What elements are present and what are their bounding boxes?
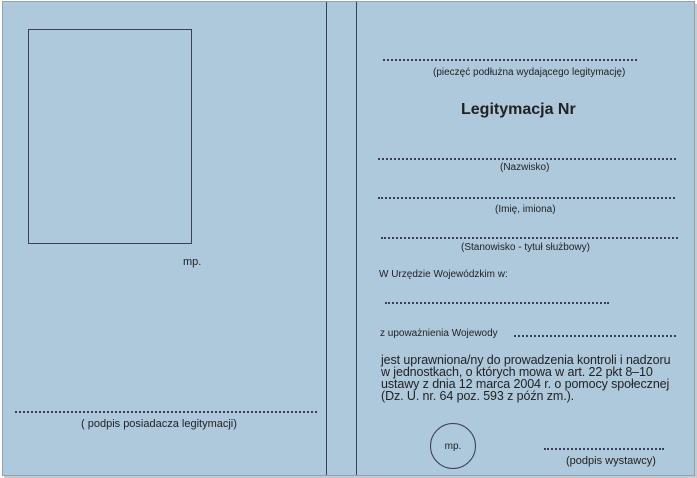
issuer-stamp-line — [383, 59, 637, 61]
photo-box — [28, 29, 192, 244]
id-card-form — [2, 1, 695, 476]
office-line — [385, 302, 609, 304]
authorization-paragraph — [381, 354, 681, 402]
issuer-signature-line — [544, 448, 664, 450]
document-title: Legitymacja Nr — [461, 101, 576, 118]
surname-line — [378, 158, 676, 160]
holder-signature-caption: ( podpis posiadacza legitymacji) — [81, 418, 237, 430]
issuer-signature-caption: (podpis wystawcy) — [566, 455, 656, 467]
authorization-line-3: ustawy z dnia 12 marca 2004 r. o pomocy społecznej — [381, 377, 670, 391]
authorization-line-4: (Dz. U. nr. 64 poz. 593 z późn zm.). — [381, 389, 575, 403]
issuer-stamp-caption: (pieczęć podłużna wydającego legitymację) — [433, 67, 626, 78]
position-line — [381, 237, 678, 239]
holder-signature-line — [15, 411, 317, 413]
fold-line-right — [356, 2, 357, 475]
stamp-circle — [430, 423, 476, 469]
authorization-line-1: jest uprawniona/ny do prowadzenia kontroli i nadzoru — [381, 353, 671, 367]
first-names-line — [378, 197, 675, 199]
right-stamp-label: mp. — [444, 440, 462, 452]
surname-caption: (Nazwisko) — [500, 162, 550, 173]
position-caption: (Stanowisko - tytuł służbowy) — [461, 242, 590, 253]
office-label: W Urzędzie Wojewódzkim w: — [379, 269, 508, 280]
authorization-line-2: w jednostkach, o których mowa w art. 22 pkt 8–10 — [381, 365, 653, 379]
authorization-label: z upoważnienia Wojewody — [380, 328, 498, 339]
left-stamp-label: mp. — [183, 256, 202, 268]
authorization-line — [514, 335, 676, 337]
first-names-caption: (Imię, imiona) — [495, 204, 556, 215]
fold-line-left — [326, 2, 327, 475]
